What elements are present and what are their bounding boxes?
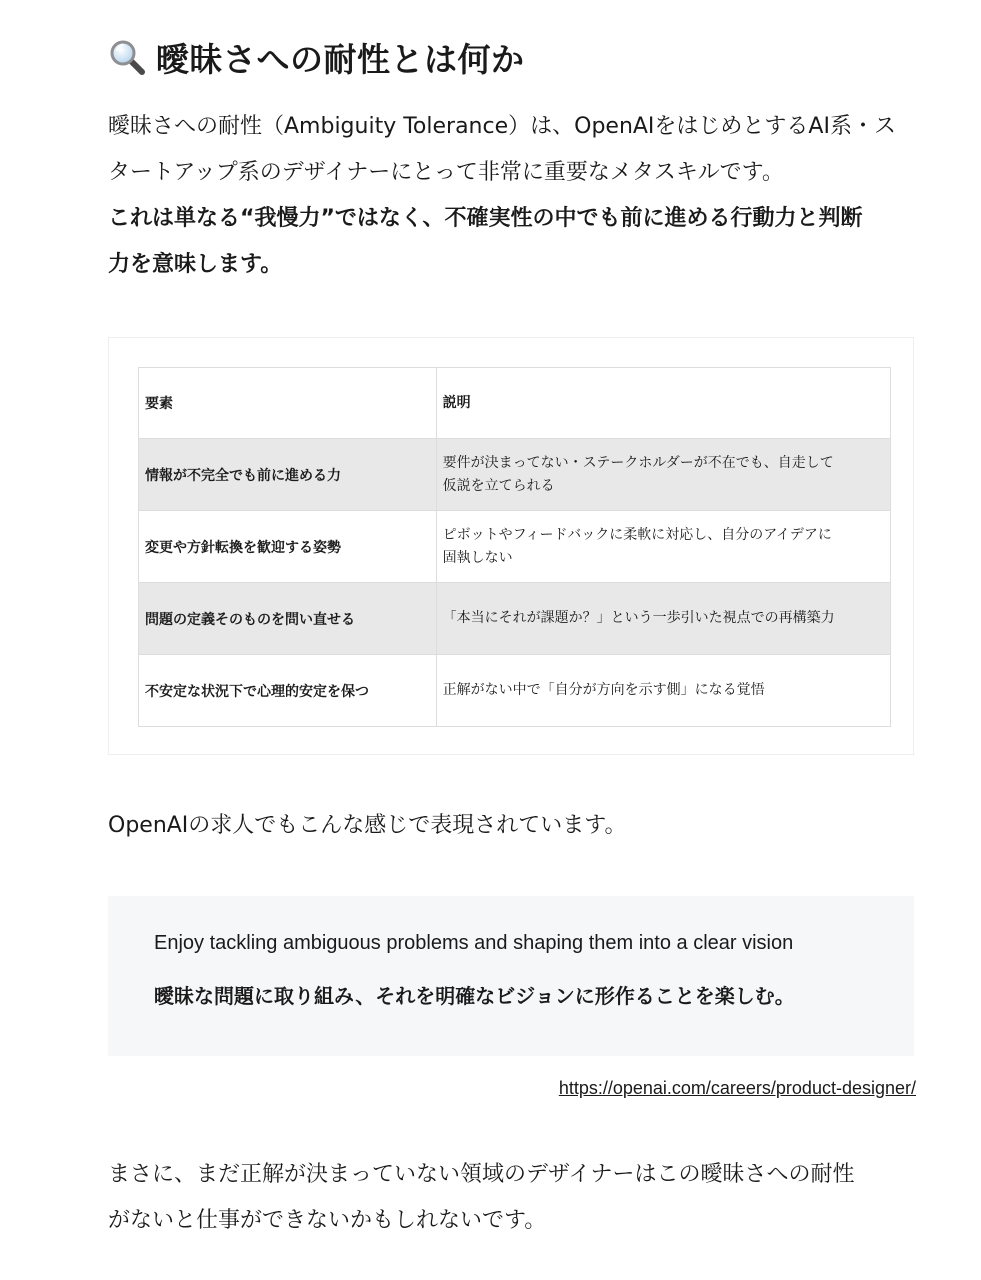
description-line: 「本当にそれが課題か？」という一歩引いた視点での再構築力: [442, 610, 835, 626]
table-cell-element: 不安定な状況下で心理的安定を保つ: [139, 655, 437, 727]
description-line: 固執しない: [442, 549, 513, 566]
table-cell-description: [436, 583, 890, 655]
closing-line: がないと仕事ができないかもしれないです。: [108, 1208, 547, 1233]
table-cell-element: 問題の定義そのものを問い直せる: [139, 583, 437, 655]
intro-bold-line: これは単なる“我慢力”ではなく、不確実性の中でも前に進める行動力と判断: [108, 206, 863, 231]
table-header-row: [139, 368, 891, 439]
source-link[interactable]: https://openai.com/careers/product-designer/: [558, 1078, 916, 1098]
table-cell-description: [436, 511, 890, 583]
description-line: 仮説を立てられる: [442, 477, 555, 494]
column-header-element: 要素: [139, 368, 437, 439]
table-row: [139, 439, 891, 511]
table-cell-description: [436, 655, 890, 727]
job-quote: [108, 896, 914, 1056]
intro-line: 曖昧さへの耐性（Ambiguity Tolerance）は、OpenAIをはじめとするAI系・ス: [108, 114, 896, 139]
page-title: 曖昧さへの耐性とは何か: [156, 39, 525, 79]
table-cell-element: 変更や方針転換を歓迎する姿勢: [139, 511, 437, 583]
quote-english: Enjoy tackling ambiguous problems and shaping them into a clear vision: [154, 932, 794, 954]
table-cell-element: 情報が不完全でも前に進める力: [139, 439, 437, 511]
openai-note: OpenAIの求人でもこんな感じで表現されています。: [108, 813, 627, 838]
quote-japanese: 曖昧な問題に取り組み、それを明確なビジョンに形作ることを楽しむ。: [154, 984, 795, 1008]
ambiguity-table: [138, 367, 891, 727]
section-heading: [108, 30, 525, 84]
description-line: 要件が決まってない・ステークホルダーが不在でも、自走して: [442, 454, 834, 471]
intro-paragraph: [108, 104, 916, 288]
table-card: [108, 337, 914, 755]
table-row: [139, 511, 891, 583]
closing-line: まさに、まだ正解が決まっていない領域のデザイナーはこの曖昧さへの耐性: [108, 1162, 855, 1187]
table-row: [139, 655, 891, 727]
description-line: 正解がない中で「自分が方向を示す側」になる覚悟: [442, 682, 765, 698]
table-cell-description: [436, 439, 890, 511]
magnifying-glass-icon: [108, 38, 146, 76]
table-row: [139, 583, 891, 655]
intro-bold-line: 力を意味します。: [108, 252, 283, 277]
description-line: ピボットやフィードバックに柔軟に対応し、自分のアイデアに: [442, 526, 832, 543]
column-header-description: 説明: [436, 368, 890, 439]
intro-line: タートアップ系のデザイナーにとって非常に重要なメタスキルです。: [108, 160, 784, 185]
closing-paragraph: [108, 1152, 916, 1244]
